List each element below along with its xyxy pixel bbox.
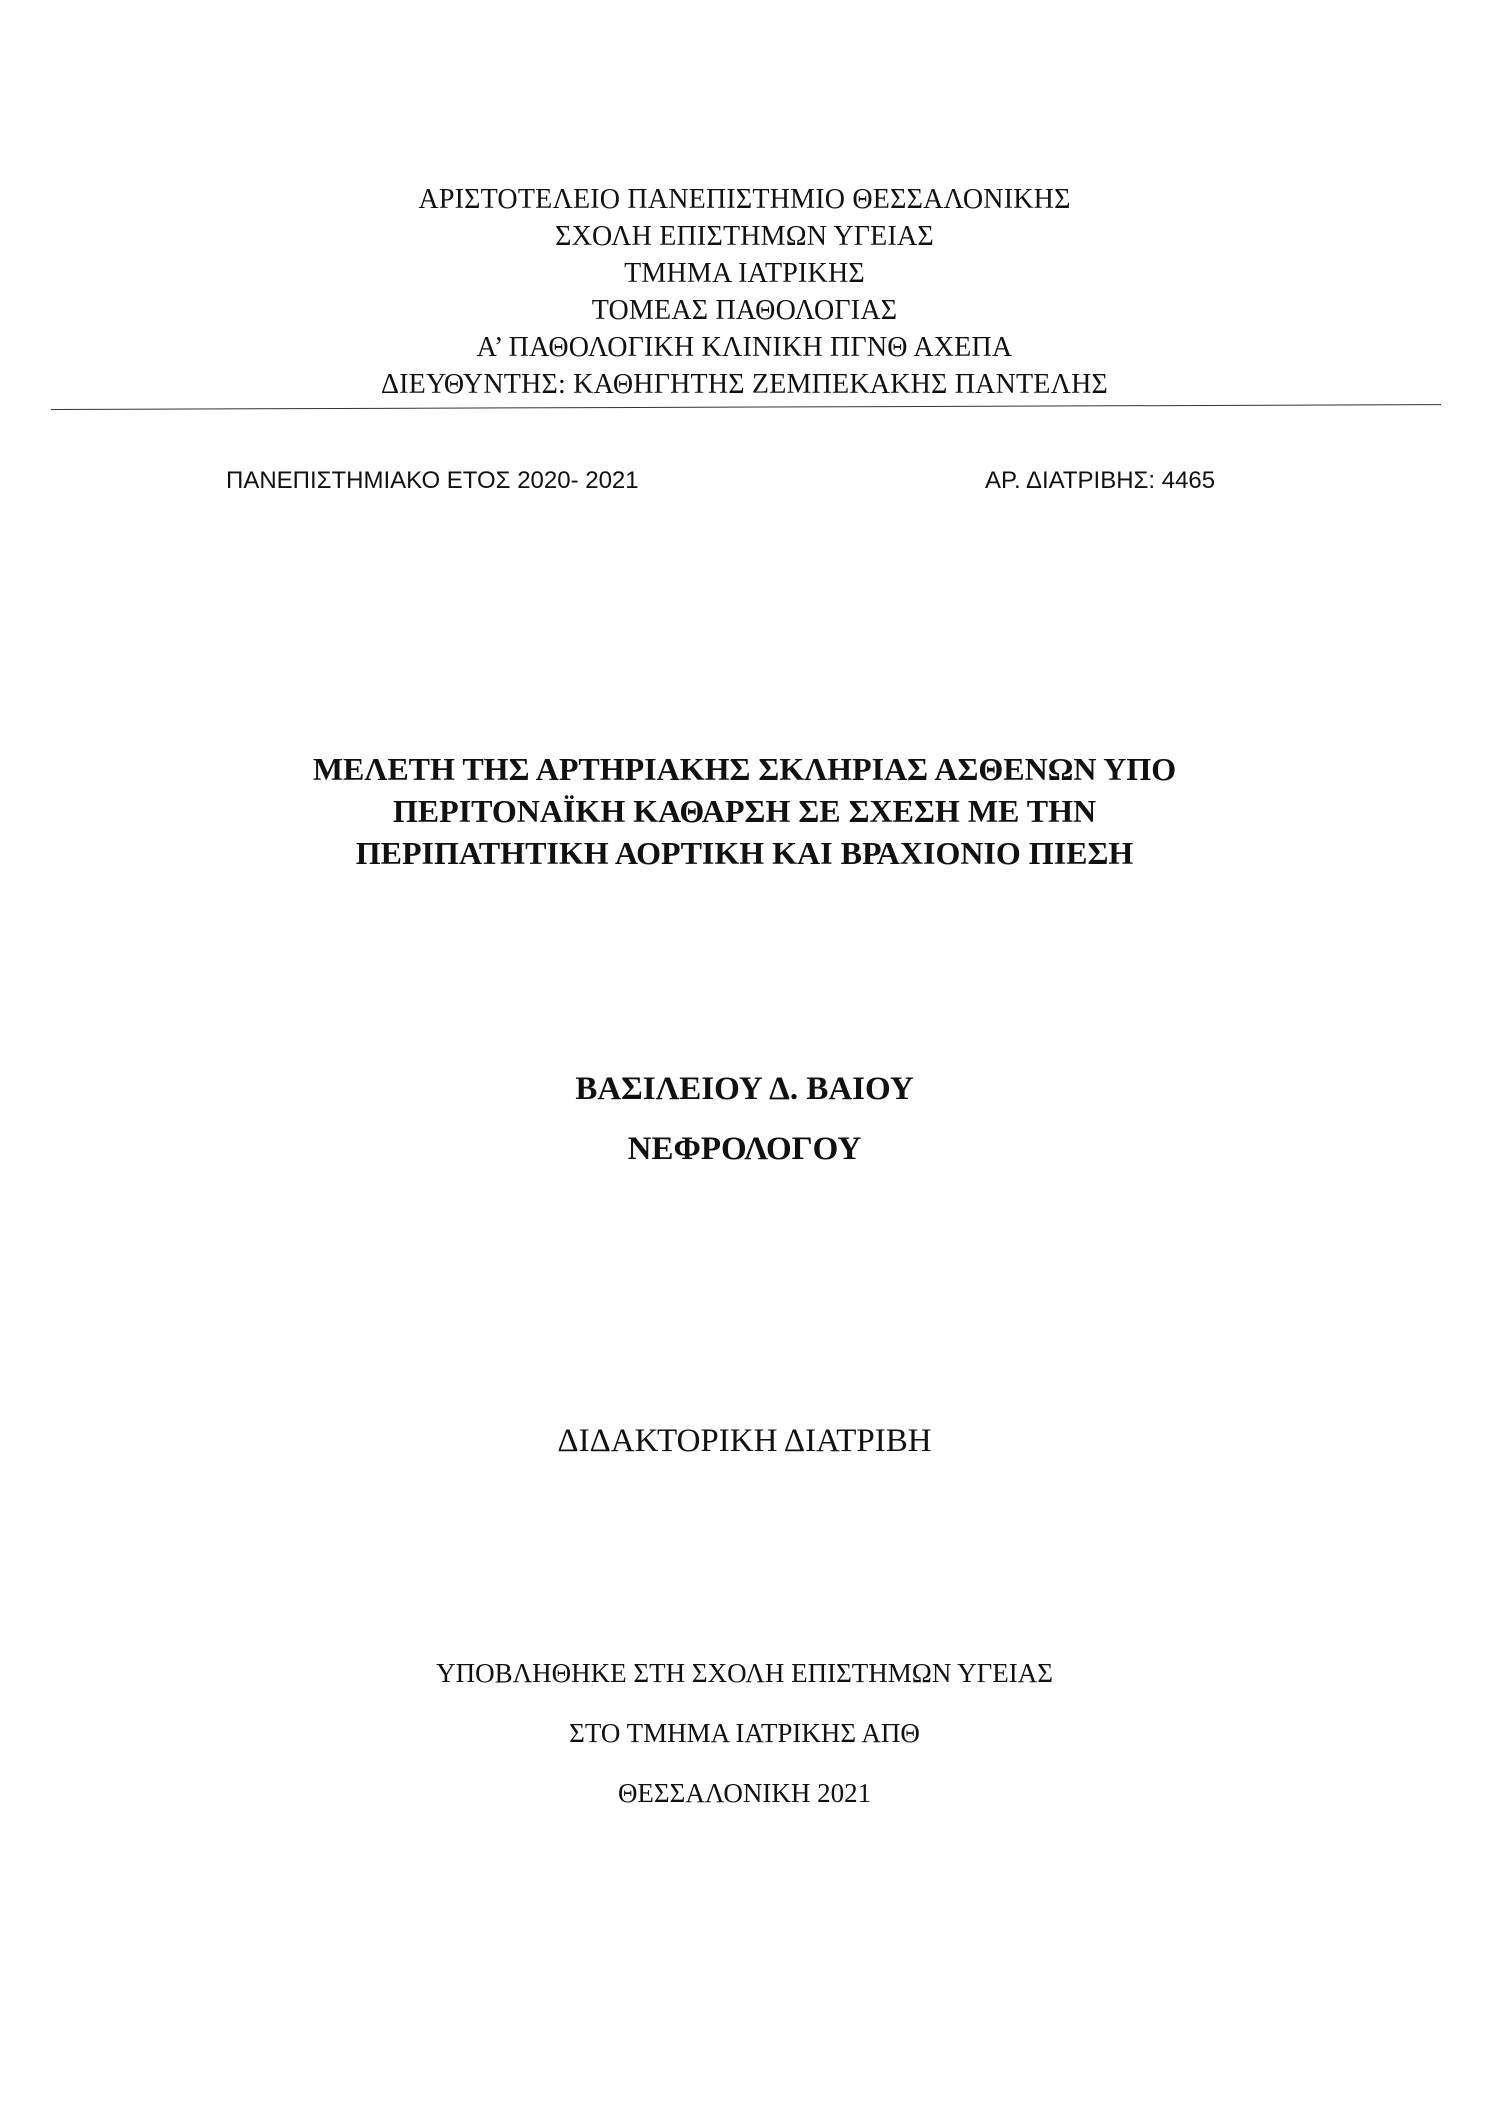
thesis-number: ΑΡ. ΔΙΑΤΡΙΒΗΣ: 4465	[985, 467, 1216, 494]
clinic-name: Α’ ΠΑΘΟΛΟΓΙΚΗ ΚΛΙΝΙΚΗ ΠΓΝΘ ΑΧΕΠΑ	[476, 332, 1013, 363]
thesis-title-line-3: ΠΕΡΙΠΑΤΗΤΙΚΗ ΑΟΡΤΙΚΗ ΚΑΙ ΒΡΑΧΙΟΝΙΟ ΠΙΕΣΗ	[355, 835, 1134, 871]
author-name: ΒΑΣΙΛΕΙΟΥ Δ. ΒΑΙΟΥ	[575, 1071, 914, 1107]
academic-year: ΠΑΝΕΠΙΣΤΗΜΙΑΚΟ ΕΤΟΣ 2020- 2021	[226, 467, 639, 494]
director-line: ΔΙΕΥΘΥΝΤΗΣ: ΚΑΘΗΓΗΤΗΣ ΖΕΜΠΕΚΑΚΗΣ ΠΑΝΤΕΛΗΣ	[380, 369, 1109, 400]
school-name: ΣΧΟΛΗ ΕΠΙΣΤΗΜΩΝ ΥΓΕΙΑΣ	[555, 221, 934, 252]
author-specialty: ΝΕΦΡΟΛΟΓΟΥ	[627, 1131, 862, 1167]
submission-line-1: ΥΠΟΒΛΗΘΗΚΕ ΣΤΗ ΣΧΟΛΗ ΕΠΙΣΤΗΜΩΝ ΥΓΕΙΑΣ	[436, 1658, 1053, 1688]
thesis-title	[0, 748, 1489, 874]
sector-name: ΤΟΜΕΑΣ ΠΑΘΟΛΟΓΙΑΣ	[591, 295, 898, 326]
university-name: ΑΡΙΣΤΟΤΕΛΕΙΟ ΠΑΝΕΠΙΣΤΗΜΙΟ ΘΕΣΣΑΛΟΝΙΚΗΣ	[418, 184, 1071, 215]
thesis-title-line-1: ΜΕΛΕΤΗ ΤΗΣ ΑΡΤΗΡΙΑΚΗΣ ΣΚΛΗΡΙΑΣ ΑΣΘΕΝΩΝ ΥΠΟ	[312, 751, 1177, 787]
thesis-title-line-2: ΠΕΡΙΤΟΝΑΪΚΗ ΚΑΘΑΡΣΗ ΣΕ ΣΧΕΣΗ ΜΕ ΤΗΝ	[392, 793, 1097, 829]
author-block	[0, 1067, 1489, 1187]
submission-block	[0, 1655, 1489, 1835]
document-type: ΔΙΔΑΚΤΟΡΙΚΗ ΔΙΑΤΡΙΒΗ	[557, 1423, 932, 1459]
header-divider	[51, 404, 1441, 410]
institution-header	[0, 181, 1489, 403]
department-name: ΤΜΗΜΑ ΙΑΤΡΙΚΗΣ	[624, 258, 865, 289]
place-and-year: ΘΕΣΣΑΛΟΝΙΚΗ 2021	[617, 1778, 872, 1808]
submission-line-2: ΣΤΟ ΤΜΗΜΑ ΙΑΤΡΙΚΗΣ ΑΠΘ	[569, 1718, 920, 1748]
